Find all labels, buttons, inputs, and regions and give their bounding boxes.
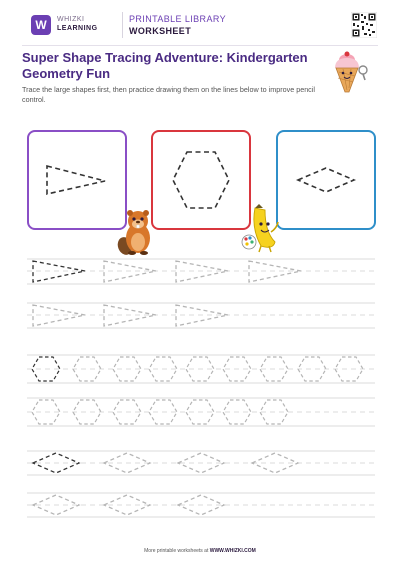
- doc-type: WORKSHEET: [129, 26, 192, 36]
- footer: [0, 548, 400, 554]
- triangle-practice-row-1: [33, 261, 301, 282]
- logo-mark: W: [31, 15, 51, 35]
- triangle-practice-row-2: [33, 305, 228, 326]
- footer-site-link[interactable]: WWW.WHIZKI.COM: [209, 548, 256, 554]
- footer-prefix: More printable worksheets at: [144, 548, 209, 554]
- logo-text-bottom: LEARNING: [57, 25, 98, 32]
- logo-text-top: WHIZKI: [57, 16, 85, 23]
- hexagon-practice-row-2: [32, 400, 288, 424]
- section-label: PRINTABLE LIBRARY: [129, 14, 226, 24]
- instructions: Trace the large shapes first, then practice drawing them on the lines below to improve pencil control.: [22, 85, 315, 104]
- page-title: Super Shape Tracing Adventure: Kindergarten Geometry Fun: [22, 50, 308, 81]
